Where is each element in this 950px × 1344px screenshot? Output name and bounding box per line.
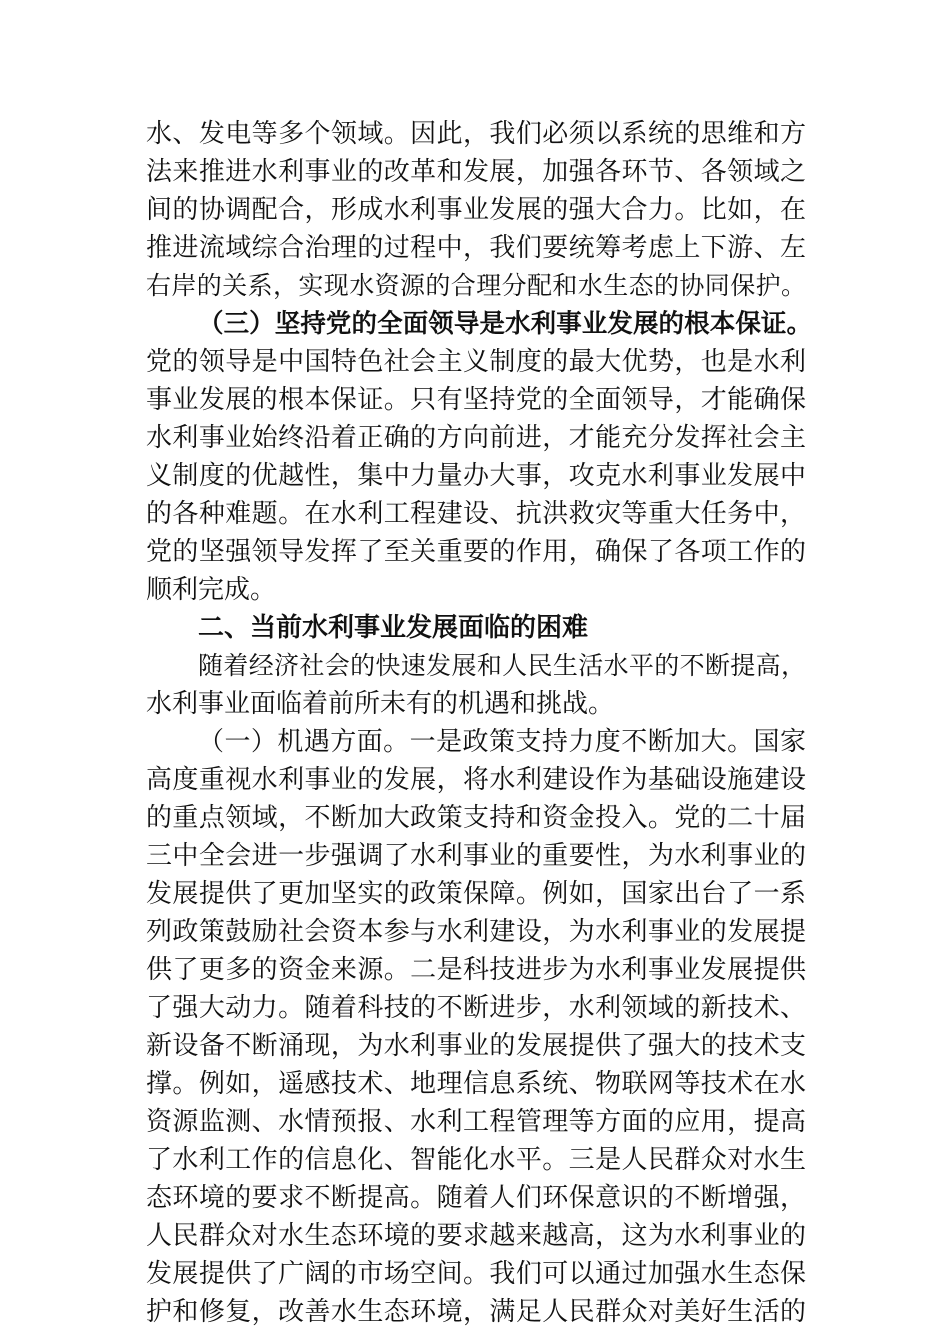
body-text-line: 推进流域综合治理的过程中，我们要统筹考虑上下游、左 <box>146 233 806 263</box>
body-text-line: 右岸的关系，实现水资源的合理分配和水生态的协同保护。 <box>146 271 806 300</box>
body-text-line: 供了更多的资金来源。二是科技进步为水利事业发展提供 <box>146 955 806 985</box>
body-text-line: 撑。例如，遥感技术、地理信息系统、物联网等技术在水 <box>146 1069 806 1099</box>
body-text-line: 随着经济社会的快速发展和人民生活水平的不断提高， <box>198 651 806 680</box>
body-text-line: 水利事业面临着前所未有的机遇和挑战。 <box>146 689 615 719</box>
body-text-line: 了水利工作的信息化、智能化水平。三是人民群众对水生 <box>146 1145 806 1175</box>
body-text-line: 了强大动力。随着科技的不断进步，水利领域的新技术、 <box>146 993 806 1023</box>
body-text-line: 发展提供了广阔的市场空间。我们可以通过加强水生态保 <box>146 1259 806 1289</box>
body-text-line: 资源监测、水情预报、水利工程管理等方面的应用，提高 <box>146 1107 806 1137</box>
body-text-line: 态环境的要求不断提高。随着人们环保意识的不断增强， <box>146 1183 806 1213</box>
section-heading-three: （三）坚持党的全面领导是水利事业发展的根本保证。 <box>198 309 812 339</box>
body-text-line: 三中全会进一步强调了水利事业的重要性，为水利事业的 <box>146 841 806 871</box>
body-text-line: 法来推进水利事业的改革和发展，加强各环节、各领域之 <box>146 157 806 187</box>
body-text-line: 列政策鼓励社会资本参与水利建设，为水利事业的发展提 <box>146 917 806 947</box>
body-text-line: 高度重视水利事业的发展，将水利建设作为基础设施建设 <box>146 765 806 795</box>
body-text-line: 发展提供了更加坚实的政策保障。例如，国家出台了一系 <box>146 879 806 909</box>
body-text-line: 事业发展的根本保证。只有坚持党的全面领导，才能确保 <box>146 385 806 415</box>
body-text-line: 义制度的优越性，集中力量办大事，攻克水利事业发展中 <box>146 461 806 491</box>
body-text-line: 水、发电等多个领域。因此，我们必须以系统的思维和方 <box>146 119 806 149</box>
body-text-line: 间的协调配合，形成水利事业发展的强大合力。比如，在 <box>146 195 806 225</box>
body-text-line: 新设备不断涌现，为水利事业的发展提供了强大的技术支 <box>146 1031 806 1061</box>
body-text-line: 护和修复，改善水生态环境，满足人民群众对美好生活的 <box>146 1297 806 1327</box>
chapter-heading: 二、当前水利事业发展面临的困难 <box>198 613 589 643</box>
body-text-line: 党的坚强领导发挥了至关重要的作用，确保了各项工作的 <box>146 537 806 567</box>
body-text-line: 人民群众对水生态环境的要求越来越高，这为水利事业的 <box>146 1221 806 1251</box>
subsection-first-line: （一）机遇方面。一是政策支持力度不断加大。国家 <box>198 727 806 757</box>
body-text-line: 的各种难题。在水利工程建设、抗洪救灾等重大任务中， <box>146 499 806 529</box>
body-text-line: 的重点领域，不断加大政策支持和资金投入。党的二十届 <box>146 803 806 833</box>
body-text-line: 党的领导是中国特色社会主义制度的最大优势，也是水利 <box>146 347 806 377</box>
body-text-line: 水利事业始终沿着正确的方向前进，才能充分发挥社会主 <box>146 423 806 453</box>
body-text-line: 顺利完成。 <box>146 575 277 605</box>
